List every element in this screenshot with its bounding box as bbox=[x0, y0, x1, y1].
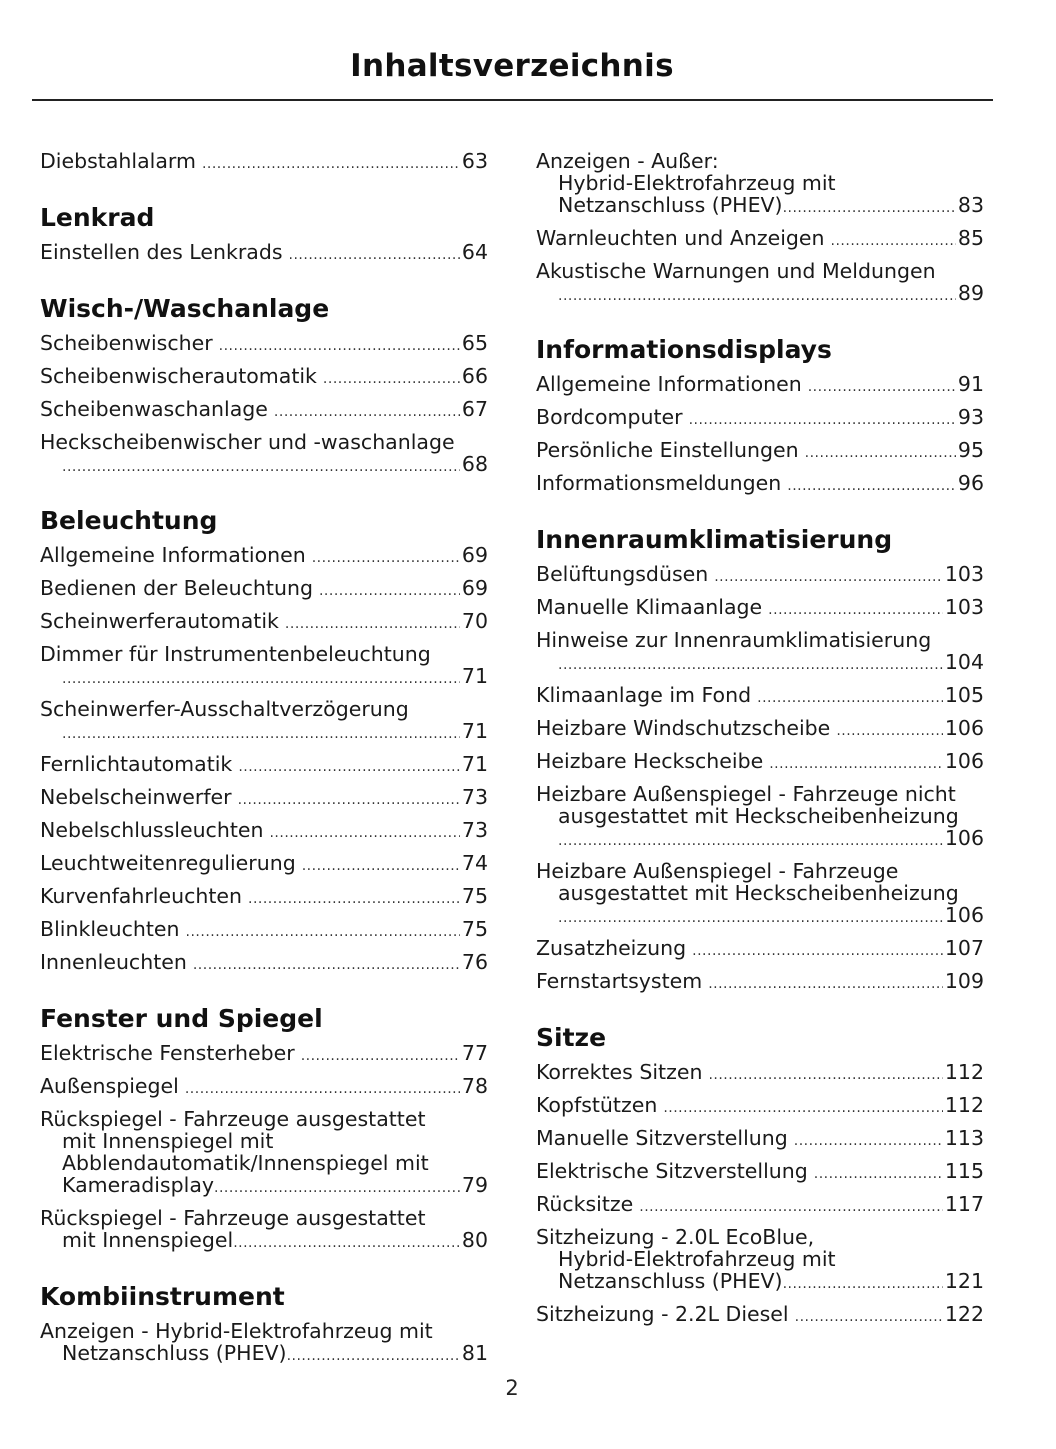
toc-page-number: 104 bbox=[944, 650, 984, 674]
toc-entry[interactable] bbox=[536, 933, 984, 966]
toc-line bbox=[536, 1127, 984, 1152]
toc-entry[interactable] bbox=[40, 914, 488, 947]
toc-page-number: 74 bbox=[461, 851, 488, 875]
toc-page-number: 77 bbox=[461, 1041, 488, 1065]
toc-page-number: 69 bbox=[461, 576, 488, 600]
toc-line bbox=[40, 885, 488, 910]
dot-leader bbox=[639, 1196, 943, 1218]
toc-entry[interactable] bbox=[536, 256, 984, 311]
toc-line bbox=[536, 472, 984, 497]
toc-entry-title: Scheinwerferautomatik bbox=[40, 609, 279, 633]
dot-leader bbox=[274, 401, 460, 423]
toc-entry[interactable] bbox=[40, 694, 488, 749]
toc-page-number: 63 bbox=[461, 149, 488, 173]
toc-entry[interactable] bbox=[40, 947, 488, 980]
toc-entry-title: Belüftungsdüsen bbox=[536, 562, 709, 586]
toc-entry-title: Heizbare Außenspiegel - Fahrzeuge nicht bbox=[536, 782, 956, 806]
toc-entry-title: Heckscheibenwischer und -waschanlage bbox=[40, 430, 455, 454]
page-number: 2 bbox=[505, 1376, 519, 1400]
dot-leader bbox=[62, 668, 460, 690]
toc-entry[interactable] bbox=[536, 468, 984, 501]
toc-entry-title: Innenleuchten bbox=[40, 950, 187, 974]
toc-page-number: 65 bbox=[461, 331, 488, 355]
toc-page-number: 75 bbox=[461, 917, 488, 941]
toc-line bbox=[536, 596, 984, 621]
toc-entry-title: Leuchtweitenregulierung bbox=[40, 851, 296, 875]
dot-leader bbox=[708, 973, 943, 995]
toc-page-number: 103 bbox=[944, 595, 984, 619]
dot-leader bbox=[714, 566, 943, 588]
toc-entry-title: Anzeigen - Außer: bbox=[536, 149, 719, 173]
toc-page-number: 112 bbox=[944, 1060, 984, 1084]
toc-entry[interactable] bbox=[536, 1189, 984, 1222]
dot-leader bbox=[193, 954, 460, 976]
toc-entry[interactable] bbox=[40, 328, 488, 361]
toc-line bbox=[40, 332, 488, 357]
toc-line bbox=[40, 398, 488, 423]
toc-entry[interactable] bbox=[536, 146, 984, 223]
toc-line bbox=[40, 786, 488, 811]
toc-entry-title: Anzeigen - Hybrid-Elektrofahrzeug mit bbox=[40, 1319, 433, 1343]
dot-leader bbox=[185, 1078, 460, 1100]
toc-page-number: 71 bbox=[461, 752, 488, 776]
section-heading: Wisch-/Waschanlage bbox=[40, 294, 330, 323]
dot-leader bbox=[233, 1232, 460, 1254]
dot-leader bbox=[287, 1345, 460, 1367]
toc-entry-title: Kameradisplay bbox=[62, 1173, 215, 1197]
section-heading: Kombiinstrument bbox=[40, 1282, 285, 1311]
toc-page-number: 91 bbox=[957, 372, 984, 396]
dot-leader bbox=[202, 153, 460, 175]
toc-entry-title: Sitzheizung - 2.0L EcoBlue, bbox=[536, 1225, 815, 1249]
toc-line bbox=[40, 819, 488, 844]
dot-leader bbox=[285, 613, 460, 635]
dot-leader bbox=[783, 197, 956, 219]
toc-line bbox=[40, 1174, 488, 1199]
toc-entry-title: Dimmer für Instrumentenbeleuchtung bbox=[40, 642, 431, 666]
toc-entry[interactable] bbox=[40, 540, 488, 573]
toc-page-number: 106 bbox=[944, 716, 984, 740]
toc-line bbox=[40, 918, 488, 943]
toc-entry[interactable] bbox=[40, 573, 488, 606]
toc-page-number: 103 bbox=[944, 562, 984, 586]
dot-leader bbox=[808, 376, 956, 398]
section-heading: Informationsdisplays bbox=[536, 335, 832, 364]
toc-entry-title: Elektrische Sitzverstellung bbox=[536, 1159, 808, 1183]
toc-entry-title: Heizbare Windschutzscheibe bbox=[536, 716, 831, 740]
toc-entry[interactable] bbox=[536, 435, 984, 468]
toc-entry[interactable] bbox=[536, 1123, 984, 1156]
toc-entry[interactable] bbox=[536, 625, 984, 680]
toc-entry-continuation: Hybrid-Elektrofahrzeug mit bbox=[558, 1247, 836, 1271]
toc-line bbox=[536, 1160, 984, 1185]
section-heading: Innenraumklimatisierung bbox=[536, 525, 893, 554]
toc-page-number: 112 bbox=[944, 1093, 984, 1117]
section-heading: Beleuchtung bbox=[40, 506, 218, 535]
toc-entry[interactable] bbox=[536, 779, 984, 856]
toc-entry-title: mit Innenspiegel bbox=[62, 1228, 234, 1252]
toc-entry-title: Persönliche Einstellungen bbox=[536, 438, 799, 462]
toc-entry[interactable] bbox=[536, 746, 984, 779]
dot-leader bbox=[238, 756, 460, 778]
toc-page-number: 73 bbox=[461, 818, 488, 842]
toc-page-number: 73 bbox=[461, 785, 488, 809]
toc-page-number: 121 bbox=[944, 1269, 984, 1293]
toc-line bbox=[40, 241, 488, 266]
dot-leader bbox=[323, 368, 460, 390]
toc-entry[interactable] bbox=[536, 223, 984, 256]
toc-entry-title: Allgemeine Informationen bbox=[40, 543, 306, 567]
toc-line bbox=[536, 439, 984, 464]
toc-page-number: 76 bbox=[461, 950, 488, 974]
toc-entry-title: Manuelle Klimaanlage bbox=[536, 595, 763, 619]
dot-leader bbox=[62, 456, 460, 478]
toc-page-number: 69 bbox=[461, 543, 488, 567]
dot-leader bbox=[186, 921, 460, 943]
dot-leader bbox=[558, 285, 956, 307]
toc-entry-title: Scheibenwischerautomatik bbox=[40, 364, 317, 388]
toc-entry[interactable] bbox=[40, 1071, 488, 1104]
toc-entry[interactable] bbox=[536, 559, 984, 592]
toc-page-number: 75 bbox=[461, 884, 488, 908]
toc-entry-continuation: ausgestattet mit Heckscheibenheizung bbox=[558, 804, 959, 828]
toc-page-number: 107 bbox=[944, 936, 984, 960]
dot-leader bbox=[663, 1097, 943, 1119]
dot-leader bbox=[794, 1130, 943, 1152]
dot-leader bbox=[558, 654, 943, 676]
toc-page-number: 64 bbox=[461, 240, 488, 264]
toc-line bbox=[40, 453, 488, 478]
toc-page-number: 78 bbox=[461, 1074, 488, 1098]
toc-page-number: 117 bbox=[944, 1192, 984, 1216]
dot-leader bbox=[795, 1306, 943, 1328]
toc-line bbox=[536, 937, 984, 962]
toc-entry-continuation: Hybrid-Elektrofahrzeug mit bbox=[558, 171, 836, 195]
dot-leader bbox=[558, 907, 943, 929]
toc-line bbox=[536, 827, 984, 852]
toc-line bbox=[536, 194, 984, 219]
page-title: Inhaltsverzeichnis bbox=[350, 48, 674, 84]
toc-entry-title: Bedienen der Beleuchtung bbox=[40, 576, 313, 600]
toc-entry-title: Scheibenwaschanlage bbox=[40, 397, 268, 421]
toc-entry-title: Diebstahlalarm bbox=[40, 149, 196, 173]
toc-entry-title: Akustische Warnungen und Meldungen bbox=[536, 259, 936, 283]
toc-entry-title: Manuelle Sitzverstellung bbox=[536, 1126, 788, 1150]
toc-line bbox=[536, 1094, 984, 1119]
toc-line bbox=[40, 150, 488, 175]
toc-line bbox=[40, 720, 488, 745]
toc-line bbox=[40, 1342, 488, 1367]
toc-line bbox=[536, 717, 984, 742]
toc-line bbox=[536, 684, 984, 709]
dot-leader bbox=[836, 720, 943, 742]
toc-page-number: 83 bbox=[957, 193, 984, 217]
toc-page-number: 93 bbox=[957, 405, 984, 429]
toc-page-number: 105 bbox=[944, 683, 984, 707]
toc-entry-title: Elektrische Fensterheber bbox=[40, 1041, 295, 1065]
dot-leader bbox=[692, 940, 943, 962]
toc-entry[interactable] bbox=[536, 1222, 984, 1299]
toc-entry[interactable] bbox=[40, 237, 488, 270]
dot-leader bbox=[769, 753, 943, 775]
toc-page-number: 106 bbox=[944, 826, 984, 850]
toc-entry[interactable] bbox=[536, 1090, 984, 1123]
toc-page-number: 85 bbox=[957, 226, 984, 250]
toc-entry-title: Kurvenfahrleuchten bbox=[40, 884, 242, 908]
toc-entry-title: Netzanschluss (PHEV) bbox=[62, 1341, 287, 1365]
toc-entry-title: Einstellen des Lenkrads bbox=[40, 240, 283, 264]
dot-leader bbox=[689, 409, 956, 431]
toc-line bbox=[40, 365, 488, 390]
toc-entry-title: Korrektes Sitzen bbox=[536, 1060, 703, 1084]
dot-leader bbox=[558, 830, 943, 852]
toc-entry-title: Blinkleuchten bbox=[40, 917, 180, 941]
dot-leader bbox=[269, 822, 459, 844]
dot-leader bbox=[301, 1045, 460, 1067]
dot-leader bbox=[248, 888, 460, 910]
toc-page-number: 113 bbox=[944, 1126, 984, 1150]
toc-entry-title: Rückspiegel - Fahrzeuge ausgestattet bbox=[40, 1206, 426, 1230]
toc-entry[interactable] bbox=[40, 394, 488, 427]
toc-entry-title: Netzanschluss (PHEV) bbox=[558, 193, 783, 217]
toc-line bbox=[40, 1075, 488, 1100]
toc-page-number: 81 bbox=[461, 1341, 488, 1365]
toc-entry-title: Heizbare Außenspiegel - Fahrzeuge bbox=[536, 859, 899, 883]
toc-entry[interactable] bbox=[536, 1299, 984, 1332]
toc-entry-title: Heizbare Heckscheibe bbox=[536, 749, 764, 773]
toc-entry[interactable] bbox=[40, 146, 488, 179]
toc-entry-title: Außenspiegel bbox=[40, 1074, 179, 1098]
toc-line bbox=[536, 282, 984, 307]
toc-entry[interactable] bbox=[536, 680, 984, 713]
toc-entry-title: Scheinwerfer-Ausschaltverzögerung bbox=[40, 697, 409, 721]
dot-leader bbox=[62, 723, 460, 745]
toc-entry[interactable] bbox=[40, 815, 488, 848]
toc-entry-title: Sitzheizung - 2.2L Diesel bbox=[536, 1302, 789, 1326]
toc-page-number: 96 bbox=[957, 471, 984, 495]
dot-leader bbox=[768, 599, 943, 621]
section-heading: Lenkrad bbox=[40, 203, 155, 232]
toc-line bbox=[40, 951, 488, 976]
toc-entry-continuation: Abblendautomatik/Innenspiegel mit bbox=[62, 1151, 429, 1175]
toc-page-number: 89 bbox=[957, 281, 984, 305]
section-heading: Fenster und Spiegel bbox=[40, 1004, 323, 1033]
toc-entry-title: Kopfstützen bbox=[536, 1093, 658, 1117]
toc-entry-title: Warnleuchten und Anzeigen bbox=[536, 226, 825, 250]
dot-leader bbox=[219, 335, 460, 357]
toc-page-number: 95 bbox=[957, 438, 984, 462]
toc-entry[interactable] bbox=[40, 1038, 488, 1071]
dot-leader bbox=[289, 244, 460, 266]
toc-line bbox=[40, 852, 488, 877]
dot-leader bbox=[783, 1273, 943, 1295]
toc-line bbox=[536, 1303, 984, 1328]
toc-entry[interactable] bbox=[40, 427, 488, 482]
toc-entry[interactable] bbox=[536, 592, 984, 625]
toc-entry[interactable] bbox=[40, 1203, 488, 1258]
toc-entry[interactable] bbox=[40, 881, 488, 914]
dot-leader bbox=[805, 442, 956, 464]
toc-entry-continuation: ausgestattet mit Heckscheibenheizung bbox=[558, 881, 959, 905]
dot-leader bbox=[757, 687, 943, 709]
dot-leader bbox=[831, 230, 956, 252]
toc-entry[interactable] bbox=[40, 1316, 488, 1371]
dot-leader bbox=[787, 475, 956, 497]
toc-page-number: 122 bbox=[944, 1302, 984, 1326]
toc-entry[interactable] bbox=[536, 1156, 984, 1189]
toc-page-number: 80 bbox=[461, 1228, 488, 1252]
toc-entry[interactable] bbox=[40, 361, 488, 394]
toc-line bbox=[536, 904, 984, 929]
toc-page-number: 106 bbox=[944, 749, 984, 773]
toc-line bbox=[536, 1270, 984, 1295]
toc-entry[interactable] bbox=[536, 369, 984, 402]
toc-line bbox=[536, 970, 984, 995]
toc-entry-title: Rücksitze bbox=[536, 1192, 634, 1216]
toc-line bbox=[536, 373, 984, 398]
dot-leader bbox=[302, 855, 460, 877]
toc-entry-continuation: mit Innenspiegel mit bbox=[62, 1129, 274, 1153]
right-column bbox=[536, 146, 984, 1332]
toc-entry[interactable] bbox=[40, 782, 488, 815]
toc-entry[interactable] bbox=[536, 966, 984, 999]
section-heading: Sitze bbox=[536, 1023, 607, 1052]
toc-line bbox=[40, 544, 488, 569]
toc-entry-title: Klimaanlage im Fond bbox=[536, 683, 752, 707]
toc-entry[interactable] bbox=[40, 606, 488, 639]
toc-entry-title: Netzanschluss (PHEV) bbox=[558, 1269, 783, 1293]
toc-line bbox=[536, 406, 984, 431]
toc-entry-title: Fernlichtautomatik bbox=[40, 752, 233, 776]
dot-leader bbox=[312, 547, 460, 569]
toc-entry-title: Fernstartsystem bbox=[536, 969, 703, 993]
toc-entry[interactable] bbox=[536, 1057, 984, 1090]
toc-entry[interactable] bbox=[536, 402, 984, 435]
dot-leader bbox=[708, 1064, 942, 1086]
toc-line bbox=[40, 577, 488, 602]
toc-entry[interactable] bbox=[40, 1104, 488, 1203]
toc-line bbox=[536, 651, 984, 676]
toc-entry[interactable] bbox=[40, 749, 488, 782]
toc-line bbox=[40, 1229, 488, 1254]
toc-entry-title: Scheibenwischer bbox=[40, 331, 213, 355]
toc-entry-title: Bordcomputer bbox=[536, 405, 683, 429]
toc-entry-title: Nebelschlussleuchten bbox=[40, 818, 264, 842]
toc-line bbox=[40, 753, 488, 778]
toc-page-number: 71 bbox=[461, 664, 488, 688]
toc-entry-title: Hinweise zur Innenraumklimatisierung bbox=[536, 628, 932, 652]
toc-page-number: 67 bbox=[461, 397, 488, 421]
toc-line bbox=[40, 665, 488, 690]
toc-page-number: 115 bbox=[944, 1159, 984, 1183]
title-divider bbox=[32, 99, 993, 101]
toc-line bbox=[536, 1193, 984, 1218]
dot-leader bbox=[238, 789, 460, 811]
dot-leader bbox=[814, 1163, 943, 1185]
toc-page-number: 66 bbox=[461, 364, 488, 388]
toc-entry[interactable] bbox=[40, 639, 488, 694]
toc-entry[interactable] bbox=[536, 713, 984, 746]
toc-entry[interactable] bbox=[536, 856, 984, 933]
toc-entry-title: Zusatzheizung bbox=[536, 936, 687, 960]
toc-page-number: 79 bbox=[461, 1173, 488, 1197]
toc-entry-title: Rückspiegel - Fahrzeuge ausgestattet bbox=[40, 1107, 426, 1131]
toc-entry[interactable] bbox=[40, 848, 488, 881]
toc-line bbox=[536, 750, 984, 775]
toc-entry-title: Informationsmeldungen bbox=[536, 471, 782, 495]
toc-line bbox=[536, 563, 984, 588]
toc-page-number: 70 bbox=[461, 609, 488, 633]
toc-line bbox=[536, 1061, 984, 1086]
toc-line bbox=[536, 227, 984, 252]
toc-line bbox=[40, 1042, 488, 1067]
toc-page-number: 71 bbox=[461, 719, 488, 743]
toc-page-number: 109 bbox=[944, 969, 984, 993]
left-column bbox=[40, 146, 488, 1371]
dot-leader bbox=[214, 1177, 460, 1199]
toc-page-number: 68 bbox=[461, 452, 488, 476]
dot-leader bbox=[319, 580, 460, 602]
toc-entry-title: Allgemeine Informationen bbox=[536, 372, 802, 396]
toc-line bbox=[40, 610, 488, 635]
toc-entry-title: Nebelscheinwerfer bbox=[40, 785, 232, 809]
toc-page-number: 106 bbox=[944, 903, 984, 927]
